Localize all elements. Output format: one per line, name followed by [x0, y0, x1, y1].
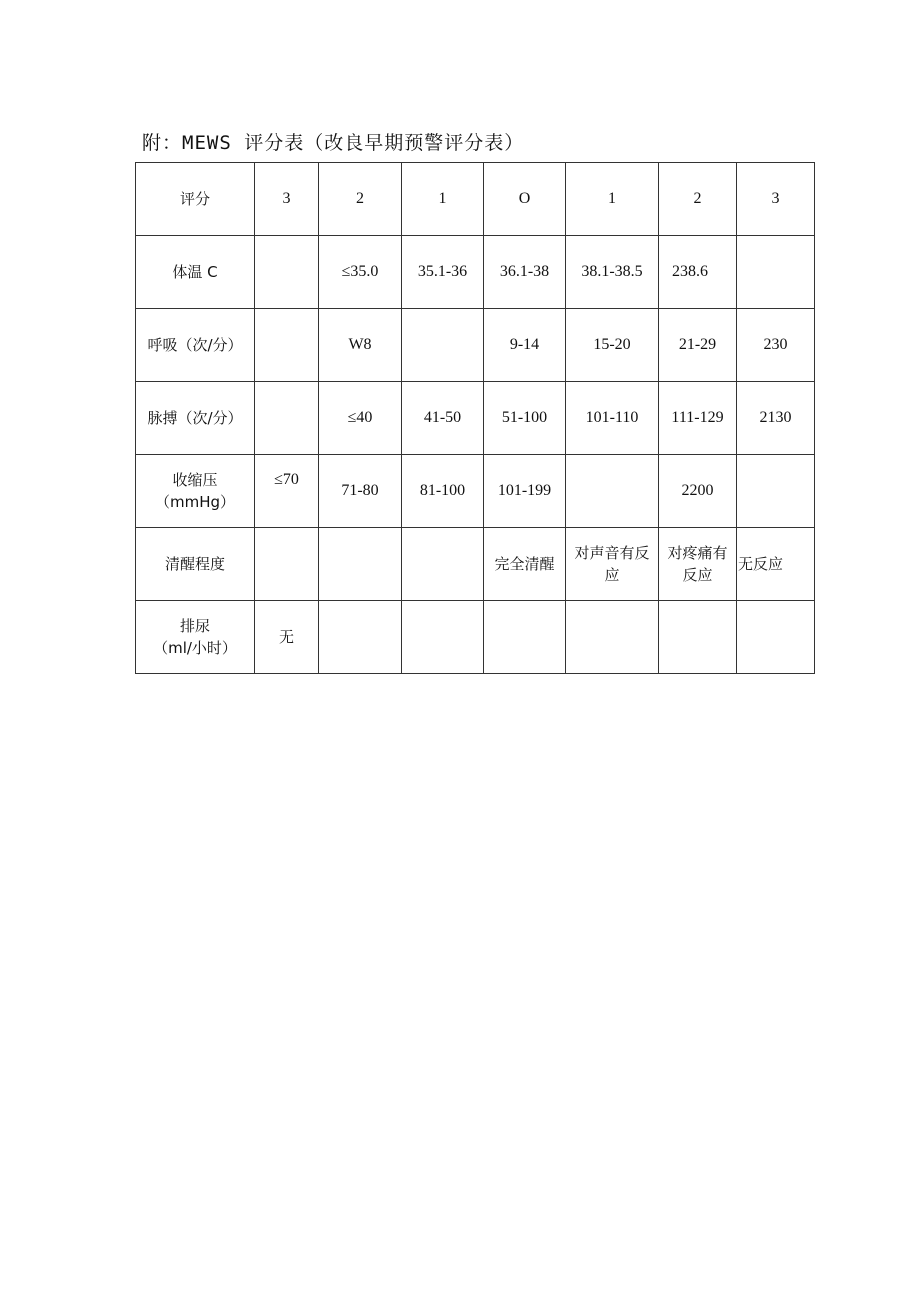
- table-cell: ≤35.0: [319, 236, 402, 309]
- row-label-text: 脉搏（次/分）: [147, 409, 243, 427]
- table-cell: [255, 528, 319, 601]
- mews-score-table: [135, 162, 815, 674]
- table-cell: [737, 455, 815, 528]
- page-title: 附：MEWS 评分表（改良早期预警评分表）: [142, 132, 525, 154]
- table-cell: [255, 382, 319, 455]
- header-cell: 1: [402, 163, 484, 236]
- table-cell: 38.1-38.5: [566, 236, 659, 309]
- table-header-row: [136, 163, 815, 236]
- table-cell: [255, 309, 319, 382]
- table-cell: 无: [255, 601, 319, 674]
- row-label-text: 排尿: [179, 617, 210, 635]
- cell-text-line: 反应: [682, 566, 713, 584]
- row-label: [136, 528, 255, 601]
- table-cell: [402, 528, 484, 601]
- table-row-pulse: [136, 382, 815, 455]
- table-cell: 36.1-38: [484, 236, 566, 309]
- table-cell: 101-199: [484, 455, 566, 528]
- table-cell: 35.1-36: [402, 236, 484, 309]
- table-cell: 9-14: [484, 309, 566, 382]
- table-cell: 111-129: [659, 382, 737, 455]
- table-cell: [484, 601, 566, 674]
- table-cell: W8: [319, 309, 402, 382]
- table-cell: 238.6: [659, 236, 737, 309]
- table-cell: 41-50: [402, 382, 484, 455]
- table-row-urine-output: [136, 601, 815, 674]
- table-cell: [402, 601, 484, 674]
- table-cell: 71-80: [319, 455, 402, 528]
- table-row-temperature: [136, 236, 815, 309]
- table-cell: [659, 528, 737, 601]
- table-cell: [402, 309, 484, 382]
- row-label-text: 体温 C: [172, 263, 218, 281]
- table-cell: 15-20: [566, 309, 659, 382]
- table-cell: [566, 601, 659, 674]
- row-label: [136, 236, 255, 309]
- header-cell-score-label: 评分: [136, 163, 255, 236]
- table-cell: 101-110: [566, 382, 659, 455]
- row-label-unit: （mmHg）: [154, 493, 236, 511]
- cell-text-line: 应: [604, 566, 620, 584]
- header-cell: 1: [566, 163, 659, 236]
- table-cell: 51-100: [484, 382, 566, 455]
- table-cell: 2130: [737, 382, 815, 455]
- table-cell: [319, 528, 402, 601]
- table-cell: 230: [737, 309, 815, 382]
- header-cell: 2: [319, 163, 402, 236]
- table-row-consciousness: [136, 528, 815, 601]
- table-row-systolic-bp: [136, 455, 815, 528]
- table-cell: 2200: [659, 455, 737, 528]
- table-cell: [737, 601, 815, 674]
- row-label-unit: （ml/小时）: [153, 639, 237, 657]
- header-cell: 3: [255, 163, 319, 236]
- table-row-respiration: [136, 309, 815, 382]
- table-cell: [659, 601, 737, 674]
- row-label: [136, 601, 255, 674]
- row-label: [136, 309, 255, 382]
- table-cell: [319, 601, 402, 674]
- table-cell: ≤40: [319, 382, 402, 455]
- row-label: [136, 455, 255, 528]
- row-label: [136, 382, 255, 455]
- table-cell: 完全清醒: [484, 528, 566, 601]
- header-cell: O: [484, 163, 566, 236]
- row-label-text: 呼吸（次/分）: [147, 336, 243, 354]
- table-cell: 无反应: [737, 528, 815, 601]
- row-label-text: 收缩压: [172, 471, 218, 489]
- cell-text-line: 对声音有反: [574, 544, 650, 562]
- table-cell: [566, 455, 659, 528]
- table-cell: [255, 236, 319, 309]
- table-cell: ≤70: [255, 455, 319, 528]
- row-label-text: 清醒程度: [164, 555, 225, 573]
- header-cell: 2: [659, 163, 737, 236]
- header-cell: 3: [737, 163, 815, 236]
- table-cell: 81-100: [402, 455, 484, 528]
- table-cell: 21-29: [659, 309, 737, 382]
- table-cell: [566, 528, 659, 601]
- cell-text-line: 对疼痛有: [667, 544, 728, 562]
- table-cell: [737, 236, 815, 309]
